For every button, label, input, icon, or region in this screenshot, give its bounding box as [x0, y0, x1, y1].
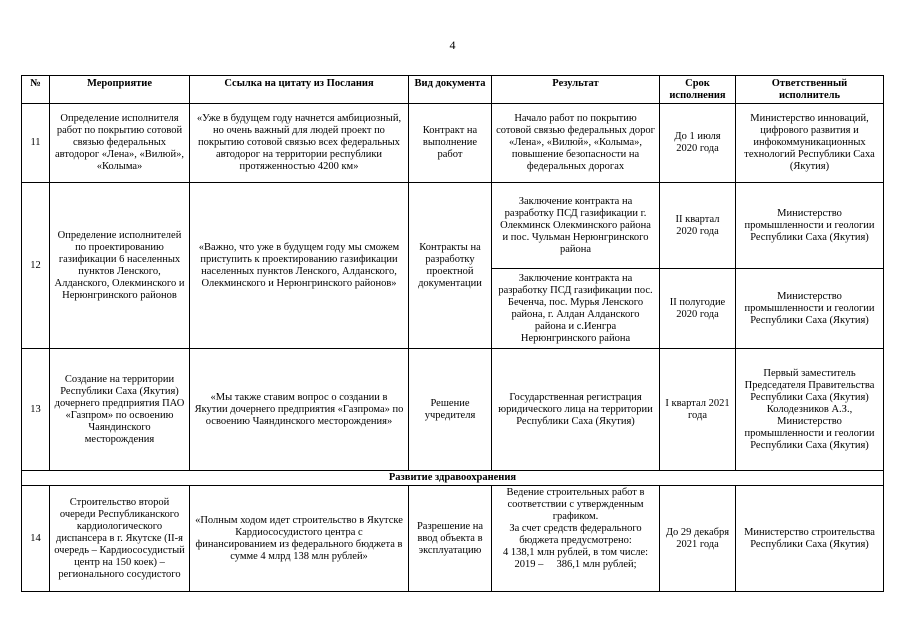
row-14-result-line4: 2019 – 386,1 млн рублей;	[514, 559, 637, 570]
row-13-quote: «Мы также ставим вопрос о создании в Якутии дочернего предприятия «Газпрома» по освоению Чаяндинского месторождения»	[190, 349, 409, 471]
header-event: Мероприятие	[50, 76, 190, 104]
row-13-num: 13	[22, 349, 50, 471]
header-result: Результат	[492, 76, 660, 104]
plan-table	[21, 75, 884, 592]
header-executor	[736, 76, 884, 104]
page-number: 4	[449, 38, 456, 52]
table-row-12a	[22, 183, 884, 269]
row-11-executor: Министерство инноваций, цифрового развития и инфокоммуникационных технологий Республики Саха (Якутия)	[736, 104, 884, 183]
row-14-num: 14	[22, 486, 50, 592]
row-14-quote: «Полным ходом идет строительство в Якутске Кардиососудистого центра с финансированием из федерального бюджета в сумме 4 млрд 138 млн рублей»	[190, 486, 409, 592]
row-13-result: Государственная регистрация юридического лица на территории Республики Саха (Якутия)	[492, 349, 660, 471]
row-13-executor: Первый заместитель Председателя Правительства Республики Саха (Якутия) Колодезников А.З., Министерство промышленности и геологии Республики Саха (Якутия)	[736, 349, 884, 471]
header-row	[22, 76, 884, 104]
row-14-deadline: До 29 декабря 2021 года	[660, 486, 736, 592]
row-13-doc-type: Решение учредителя	[409, 349, 492, 471]
table-row-14	[22, 486, 884, 592]
row-12-event: Определение исполнителей по проектированию газификации 6 населенных пунктов Ленского, Алданского, Олекминского и Нерюнгринского районов	[50, 183, 190, 349]
row-12-num: 12	[22, 183, 50, 349]
row-14-result-line3: 4 138,1 млн рублей, в том числе:	[502, 547, 649, 558]
table-row-11	[22, 104, 884, 183]
row-11-event: Определение исполнителя работ по покрытию сотовой связью федеральных автодорог «Лена», «Вилюй», «Колыма»	[50, 104, 190, 183]
row-14-event: Строительство второй очереди Республиканского кардиологического диспансера в г. Якутске (II-я очередь – Кардиососудистый центр на 150 коек) – регионального сосудистого	[50, 486, 190, 592]
row-12-quote: «Важно, что уже в будущем году мы сможем приступить к проектированию газификации населенных пунктов Ленского, Алданского, Олекминского и Нерюнгринского районов»	[190, 183, 409, 349]
row-13-deadline: I квартал 2021 года	[660, 349, 736, 471]
row-14-doc-type: Разрешение на ввод объекта в эксплуатацию	[409, 486, 492, 592]
header-num: №	[22, 76, 50, 104]
row-14-result-line1: Ведение строительных работ в соответствии с утвержденным графиком.	[506, 487, 645, 522]
row-12-result-b: Заключение контракта на разработку ПСД газификации пос. Беченча, пос. Мурья Ленского района, г. Алдан Алданского района и с.Иенгра Нерюнгринского района	[492, 269, 660, 349]
header-executor-line1: Ответственный	[771, 78, 848, 89]
row-14-result-line2: За счет средств федерального бюджета предусмотрено:	[509, 523, 642, 546]
section-row	[22, 471, 884, 486]
row-14-executor: Министерство строительства Республики Саха (Якутия)	[736, 486, 884, 592]
table-row-13	[22, 349, 884, 471]
section-title: Развитие здравоохранения	[22, 471, 884, 486]
row-11-deadline: До 1 июля 2020 года	[660, 104, 736, 183]
row-12-executor-b: Министерство промышленности и геологии Республики Саха (Якутия)	[736, 269, 884, 349]
row-11-doc-type: Контракт на выполнение работ	[409, 104, 492, 183]
header-quote: Ссылка на цитату из Послания	[190, 76, 409, 104]
row-13-event: Создание на территории Республики Саха (Якутия) дочернего предприятия ПАО «Газпром» по освоению Чаяндинского месторождения	[50, 349, 190, 471]
row-12-deadline-a: II квартал 2020 года	[660, 183, 736, 269]
row-12-executor-a: Министерство промышленности и геологии Республики Саха (Якутия)	[736, 183, 884, 269]
row-12-deadline-b: II полугодие 2020 года	[660, 269, 736, 349]
row-11-num: 11	[22, 104, 50, 183]
header-executor-line2: исполнитель	[778, 90, 841, 101]
row-11-quote: «Уже в будущем году начнется амбициозный, но очень важный для людей проект по покрытию сотовой связью всех федеральных автодорог на территории республики протяженностью 4200 км»	[190, 104, 409, 183]
row-12-result-a: Заключение контракта на разработку ПСД газификации г. Олекминск Олекминского района и пос. Чульман Нерюнгринского района	[492, 183, 660, 269]
header-deadline: Срок исполнения	[660, 76, 736, 104]
row-12-doc-type: Контракты на разработку проектной документации	[409, 183, 492, 349]
header-doc-type: Вид документа	[409, 76, 492, 104]
row-14-result	[492, 486, 660, 592]
row-11-result: Начало работ по покрытию сотовой связью федеральных дорог «Лена», «Вилюй», «Колыма», повышение безопасности на федеральных дорогах	[492, 104, 660, 183]
